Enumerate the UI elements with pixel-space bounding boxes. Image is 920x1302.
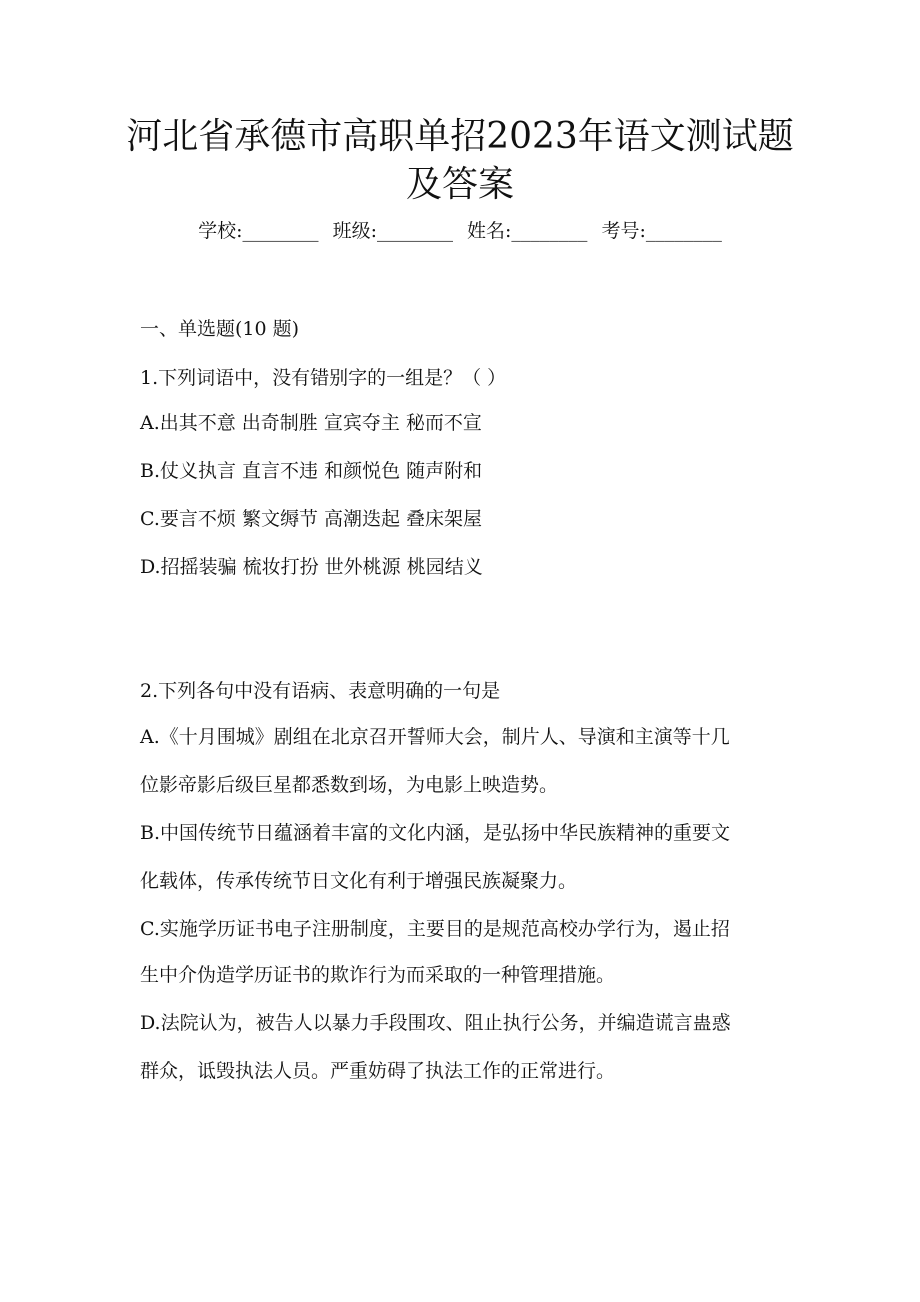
question-2-option-b-line-2: 化载体，传承传统节日文化有利于增强民族凝聚力。: [140, 870, 578, 892]
class-field: 班级:________: [332, 220, 453, 242]
question-1-stem: 1.下列词语中，没有错别字的一组是？（ ）: [140, 367, 507, 389]
student-info-row: [0, 218, 920, 244]
question-1-option-a: A.出其不意 出奇制胜 宣宾夺主 秘而不宣: [140, 412, 482, 434]
question-2-option-a-line-2: 位影帝影后级巨星都悉数到场，为电影上映造势。: [140, 774, 559, 796]
exam-number-field: 考号:________: [601, 220, 722, 242]
question-1-option-b: B.仗义执言 直言不违 和颜悦色 随声附和: [140, 460, 483, 482]
question-2-option-b-line-1: B.中国传统节日蕴涵着丰富的文化内涵，是弘扬中华民族精神的重要文: [140, 822, 731, 844]
school-field: 学校:________: [198, 220, 319, 242]
name-field: 姓名:________: [467, 220, 588, 242]
question-1-option-c: C.要言不烦 繁文缛节 高潮迭起 叠床架屋: [140, 508, 483, 530]
question-2-stem: 2.下列各句中没有语病、表意明确的一句是: [140, 680, 501, 702]
document-title-line-2: 及答案: [405, 164, 514, 205]
question-1-option-d: D.招摇装骗 梳妆打扮 世外桃源 桃园结义: [140, 556, 483, 578]
question-2-option-c-line-1: C.实施学历证书电子注册制度，主要目的是规范高校办学行为，遏止招: [140, 918, 730, 940]
document-title-line-1: 河北省承德市高职单招2023年语文测试题: [126, 116, 794, 157]
question-2-option-a-line-1: A.《十月围城》剧组在北京召开誓师大会，制片人、导演和主演等十几: [140, 726, 730, 748]
question-2-option-d-line-2: 群众，诋毁执法人员。严重妨碍了执法工作的正常进行。: [140, 1060, 616, 1082]
question-2-option-c-line-2: 生中介伪造学历证书的欺诈行为而采取的一种管理措施。: [140, 964, 616, 986]
section-heading: 一、单选题(10 题): [140, 318, 300, 340]
question-2-option-d-line-1: D.法院认为，被告人以暴力手段围攻、阻止执行公务，并编造谎言蛊惑: [140, 1012, 731, 1034]
